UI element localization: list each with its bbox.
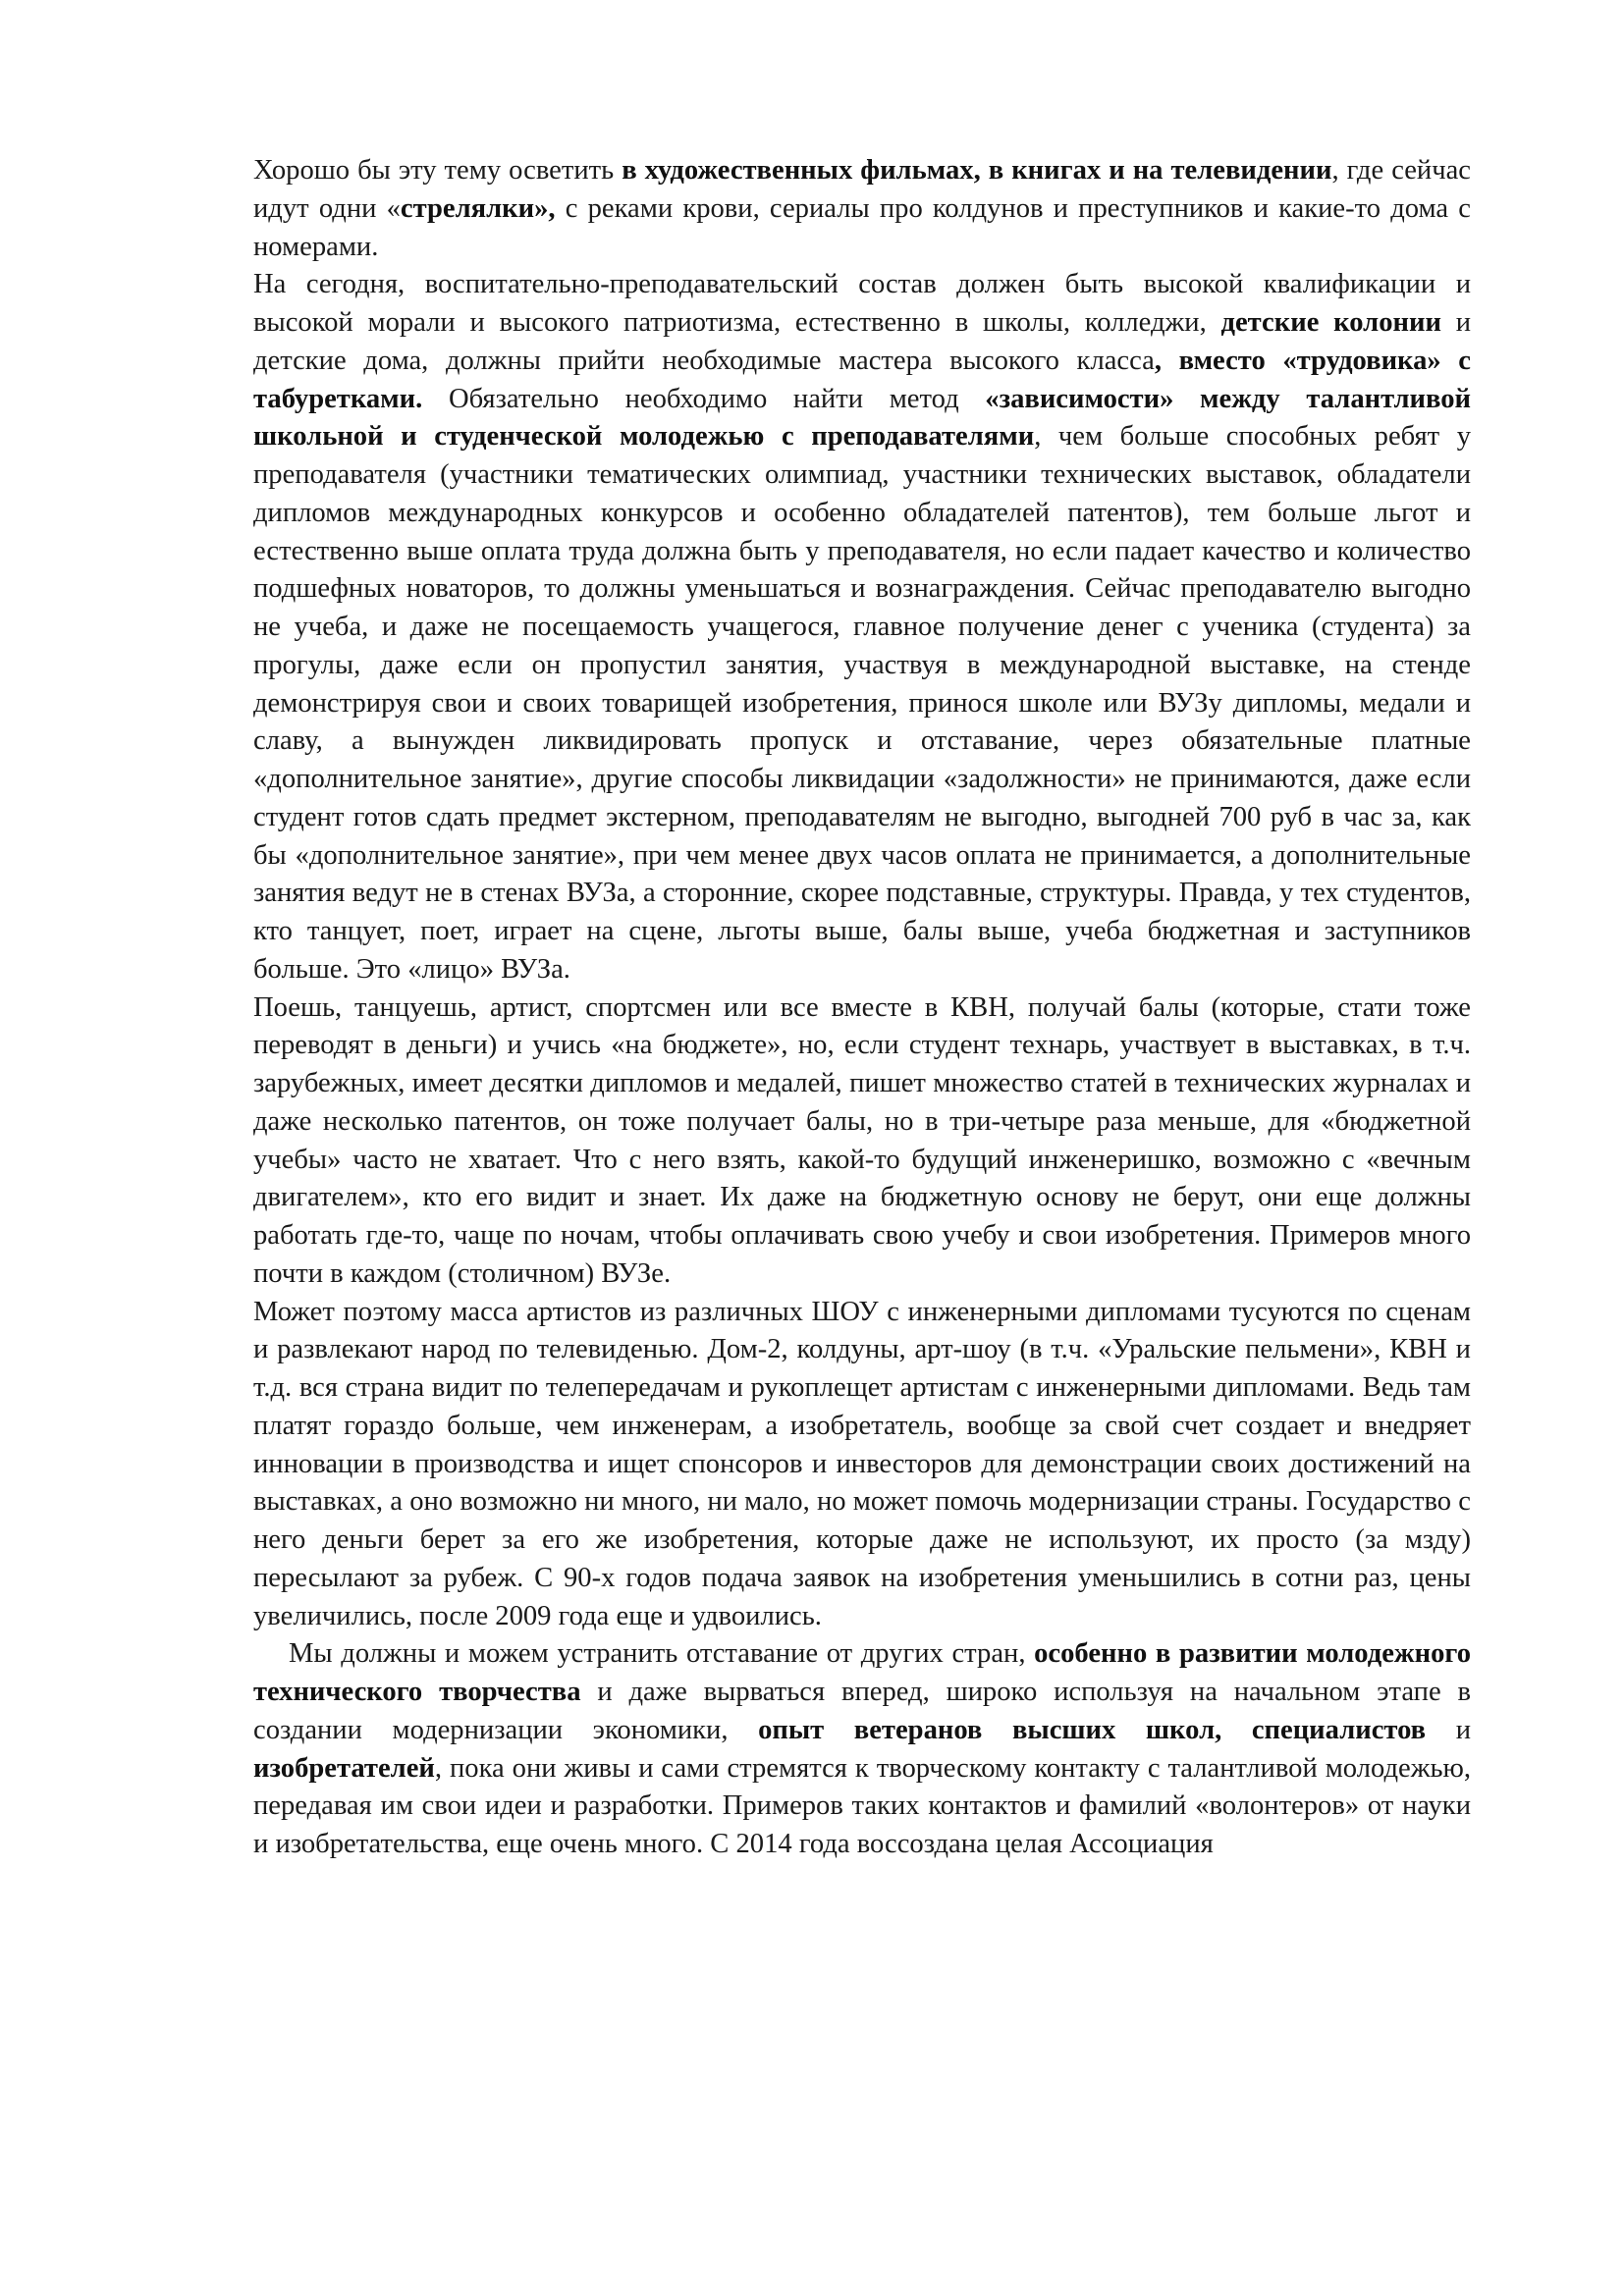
paragraph-text-bold: детские колонии [1220, 307, 1441, 338]
paragraph-text: На сегодня, воспитательно-преподавательский состав должен быть высокой квалификации и высокой морали и высокого патриотизма, естественно в школы, колледжи, [253, 269, 1471, 338]
paragraph-text: , чем больше способных ребят у преподавателя (участники тематических олимпиад, участники технических выставок, обладатели дипломов международных конкурсов и особенно обладателей патентов), тем больше льгот и естественно выше оплата труда должна быть у преподавателя, но если падает качество и количество подшефных новаторов, то должны уменьшаться и вознаграждения. Сейчас преподавателю выгодно не учеба, и даже не посещаемость учащегося, главное получение денег с ученика (студента) за прогулы, даже если он пропустил занятия, участвуя в международной выставке, на стенде демонстрируя свои и своих товарищей изобретения, принося школе или ВУЗу дипломы, медали и славу, а вынужден ликвидировать пропуск и отставание, через обязательные платные «дополнительное занятие», другие способы ликвидации «задолжности» не принимаются, даже если студент готов сдать предмет экстерном, преподавателям не выгодно, выгодней 700 руб в час за, как бы «дополнительное занятие», при чем менее двух часов оплата не принимается, а дополнительные занятия ведут не в стенах ВУЗа, а сторонние, скорее подставные, структуры. Правда, у тех студентов, кто танцует, поет, играет на сцене, льготы выше, балы выше, учеба бюджетная и заступников больше. Это «лицо» ВУЗа. [253, 421, 1471, 985]
paragraph-4 [253, 1294, 1471, 1636]
paragraph-text-bold: опыт ветеранов высших школ, специалистов [758, 1714, 1427, 1745]
paragraph-text: с реками крови, сериалы про колдунов и преступников и какие-то дома с номерами. [253, 192, 1471, 262]
document-body [253, 152, 1471, 1864]
paragraph-5 [253, 1635, 1471, 1864]
paragraph-text: и [1426, 1714, 1471, 1745]
paragraph-text: Может поэтому масса артистов из различных ШОУ с инженерными дипломами тусуются по сценам и развлекают народ по телевиденью. Дом-2, колдуны, арт-шоу (в т.ч. «Уральские пельмени», КВН и т.д. вся страна видит по телепередачам и рукоплещет артистам с инженерными дипломами. Ведь там платят гораздо больше, чем инженерам, а изобретатель, вообще за свой счет создает и внедряет инновации в производства и ищет спонсоров и инвесторов для демонстрации своих достижений на выставках, а оно возможно ни много, ни мало, но может помочь модернизации страны. Государство с него деньги берет за его же изобретения, которые даже не используют, их просто (за мзду) пересылают за рубеж. С 90-х годов подача заявок на изобретения уменьшились в сотни раз, цены увеличились, после 2009 года еще и удвоились. [253, 1296, 1471, 1631]
paragraph-text-bold: изобретателей [253, 1752, 435, 1784]
paragraph-text-bold: особенно в развитии молодежного технического творчества [253, 1638, 1472, 1707]
paragraph-text: Хорошо бы эту тему осветить [253, 155, 623, 186]
paragraph-text-bold: стрелялки», [400, 192, 556, 224]
paragraph-3 [253, 989, 1471, 1294]
paragraph-1 [253, 152, 1471, 266]
paragraph-text: , пока они живы и сами стремятся к творческому контакту с талантливой молодежью, передавая им свои идеи и разработки. Примеров таких контактов и фамилий «волонтеров» от науки и изобретательства, еще очень много. С 2014 года воссоздана целая Ассоциация [253, 1752, 1471, 1859]
paragraph-text: и детские дома, должны прийти необходимые мастера высокого класса [253, 307, 1472, 376]
paragraph-text: , где сейчас идут одни « [253, 155, 1471, 224]
paragraph-text-bold: «зависимости» между талантливой школьной и студенческой молодежью с преподавателями [253, 383, 1471, 453]
paragraph-text: Поешь, танцуешь, артист, спортсмен или все вместе в КВН, получай балы (которые, стати тоже переводят в деньги) и учись «на бюджете», но, если студент технарь, участвует в выставках, в т.ч. зарубежных, имеет десятки дипломов и медалей, пишет множество статей в технических журналах и даже несколько патентов, он тоже получает балы, но в три-четыре раза меньше, для «бюджетной учебы» часто не хватает. Что с него взять, какой-то будущий инженеришко, возможно с «вечным двигателем», кто его видит и знает. Их даже на бюджетную основу не берут, они еще должны работать где-то, чаще по ночам, чтобы оплачивать свою учебу и свои изобретения. Примеров много почти в каждом (столичном) ВУЗе. [253, 991, 1471, 1289]
paragraph-text: Обязательно необходимо найти метод [422, 383, 986, 414]
paragraph-2 [253, 266, 1471, 988]
paragraph-text-bold: в художественных фильмах, в книгах и на телевидении [622, 155, 1332, 186]
paragraph-text: Мы должны и можем устранить отставание от других стран, [289, 1638, 1035, 1670]
paragraph-text: и даже вырваться вперед, широко используя на начальном этапе в создании модернизации экономики, [253, 1677, 1471, 1745]
paragraph-text-bold: , вместо «трудовика» с табуретками. [253, 345, 1471, 414]
